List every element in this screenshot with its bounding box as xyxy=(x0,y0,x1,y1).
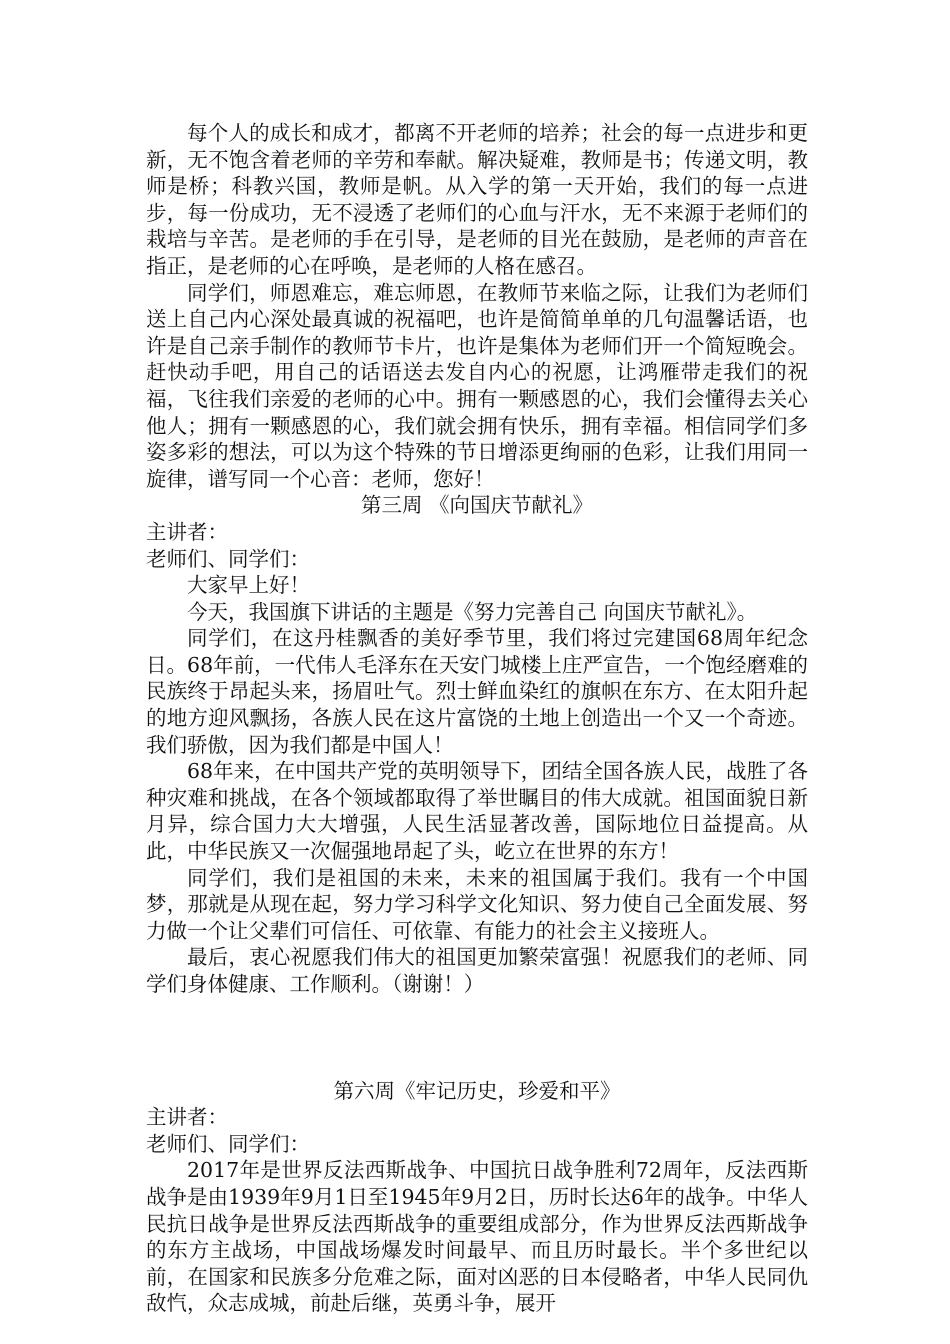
body-paragraph: 同学们，我们是祖国的未来，未来的祖国属于我们。我有一个中国梦，那就是从现在起，努力学习科学文化知识、努力使自己全面发展、努力做一个让父辈们可信任、可依靠、有能力的社会主义接班人。 xyxy=(146,865,808,943)
body-paragraph: 今天，我国旗下讲话的主题是《努力完善自己 向国庆节献礼》。 xyxy=(187,599,758,624)
body-paragraph: 同学们，师恩难忘，难忘师恩，在教师节来临之际，让我们为老师们送上自己内心深处最真诚的祝福吧，也许是简简单单的几句温馨话语，也许是自己亲手制作的教师节卡片，也许是集体为老师们开一个简短晚会。赶快动手吧，用自己的话语送去发自内心的祝愿，让鸿雁带走我们的祝福，飞往我们亲爱的老师的心中。拥有一颗感恩的心，我们会懂得去关心他人；拥有一颗感恩的心，我们就会拥有快乐，拥有幸福。相信同学们多姿多彩的想法，可以为这个特殊的节日增添更绚丽的色彩，让我们用同一旋律，谱写同一个心音：老师，您好！ xyxy=(146,280,808,491)
salutation: 老师们、同学们： xyxy=(146,546,310,571)
speaker-line: 主讲者： xyxy=(146,1105,228,1130)
salutation: 老师们、同学们： xyxy=(146,1131,310,1156)
body-paragraph: 68年来，在中国共产党的英明领导下，团结全国各族人民，战胜了各种灾难和挑战，在各个领域都取得了举世瞩目的伟大成就。祖国面貌日新月异，综合国力大大增强，人民生活显著改善，国际地位日益提高。从此，中华民族又一次倔强地昂起了头，屹立在世界的东方！ xyxy=(146,759,808,864)
body-paragraph: 2017年是世界反法西斯战争、中国抗日战争胜利72周年，反法西斯战争是由1939年9月1日至1945年9月2日，历时长达6年的战争。中华人民抗日战争是世界反法西斯战争的重要组成部分，作为世界反法西斯战争的东方主战场，中国战场爆发时间最早、而且历时最长。半个多世纪以前，在国家和民族多分危难之际，面对凶恶的日本侵略者，中华人民同仇敌忾，众志成城，前赴后继，英勇斗争，展开 xyxy=(146,1158,808,1316)
section-spacer xyxy=(146,998,808,1078)
greeting: 大家早上好！ xyxy=(187,573,310,598)
document-page xyxy=(146,120,808,1317)
speaker-line: 主讲者： xyxy=(146,519,228,544)
section-title: 第六周《牢记历史，珍爱和平》 xyxy=(333,1078,621,1103)
body-paragraph: 最后，衷心祝愿我们伟大的祖国更加繁荣富强！祝愿我们的老师、同学们身体健康、工作顺利。（谢谢！） xyxy=(146,945,808,996)
section-title: 第三周 《向国庆节献礼》 xyxy=(360,493,594,518)
body-paragraph: 同学们，在这丹桂飘香的美好季节里，我们将过完建国68周年纪念日。68年前，一代伟人毛泽东在天安门城楼上庄严宣告，一个饱经磨难的民族终于昂起头来，扬眉吐气。烈士鲜血染红的旗帜在东方、在太阳升起的地方迎风飘扬，各族人民在这片富饶的土地上创造出一个又一个奇迹。我们骄傲，因为我们都是中国人！ xyxy=(146,626,808,757)
body-paragraph: 每个人的成长和成才，都离不开老师的培养；社会的每一点进步和更新，无不饱含着老师的辛劳和奉献。解决疑难，教师是书；传递文明，教师是桥；科教兴国，教师是帆。从入学的第一天开始，我们的每一点进步，每一份成功，无不浸透了老师们的心血与汗水，无不来源于老师们的栽培与辛苦。是老师的手在引导，是老师的目光在鼓励，是老师的声音在指正，是老师的心在呼唤，是老师的人格在感召。 xyxy=(146,121,808,278)
